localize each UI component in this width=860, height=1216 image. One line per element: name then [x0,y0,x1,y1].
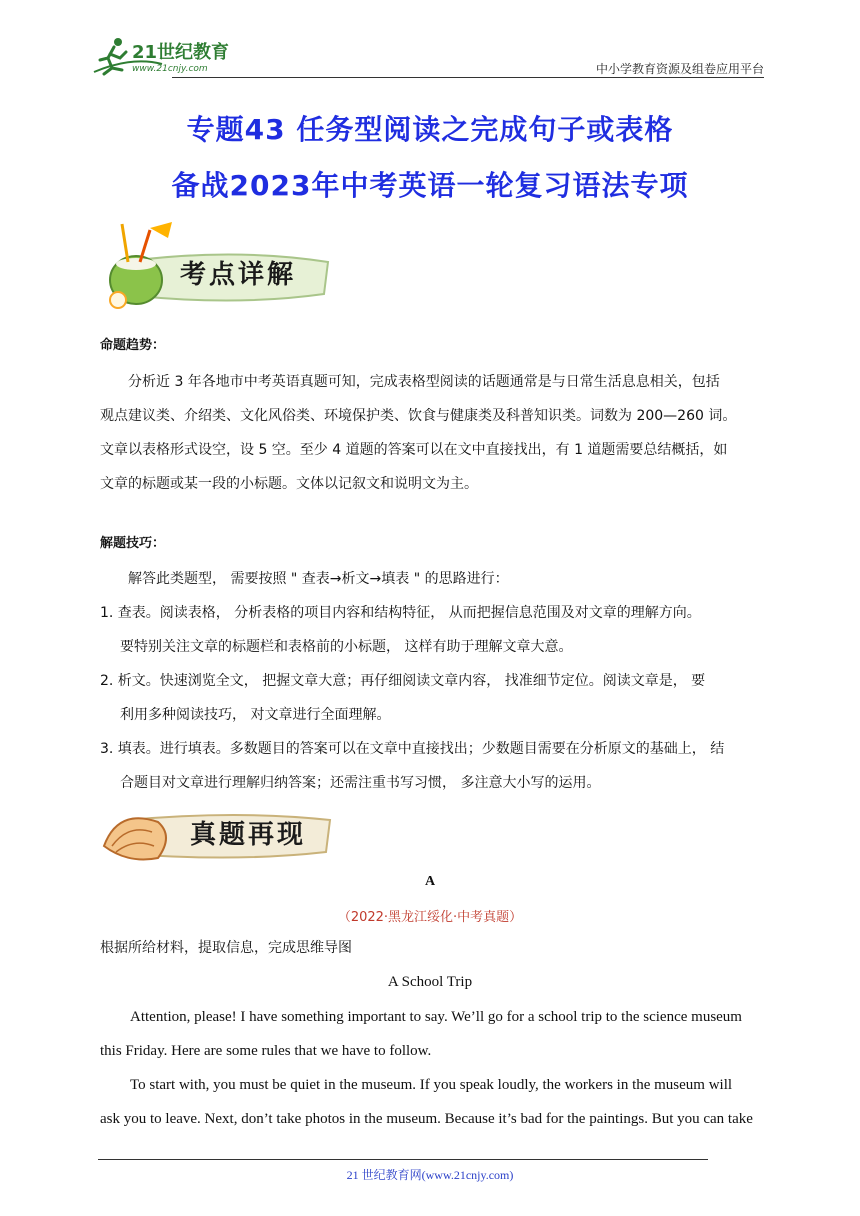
banner-title-key-points: 考点详解 [180,260,297,290]
tips-item-1: 1. 查表。阅读表格， 分析表格的项目内容和结构特征， 从而把握信息范围及对文章的理解方向。 要特别关注文章的标题栏和表格前的小标题， 这样有助于理解文章大意。 [100,605,701,655]
trend-paragraph [100,365,762,501]
title-line-1: 专题43 任务型阅读之完成句子或表格 [186,113,674,146]
tips-item-3: 3. 填表。进行填表。多数题目的答案可以在文章中直接找出；少数题目需要在分析原文的基础上， 结 合题目对文章进行理解归纳答案；还需注重书写习惯， 多注意大小写的运用。 [100,741,725,791]
passage-title: A School Trip [387,974,473,990]
platform-name: 中小学教育资源及组卷应用平台 [595,62,764,76]
site-logo [92,36,262,76]
logo-url: www.21cnjy.com [132,64,208,74]
section-banner-key-points [98,218,338,314]
header-divider [172,77,764,78]
passage-line: this Friday. Here are some rules that we have to follow. [100,1043,432,1059]
question-instruction: 根据所给材料，提取信息，完成思维导图 [100,940,352,956]
passage-line: ask you to leave. Next, don’t take photos in the museum. Because it’s bad for the paintings. But you can take [100,1111,753,1127]
trend-line: 分析近 3 年各地市中考英语真题可知，完成表格型阅读的话题通常是与日常生活息息相关，包括 [128,374,720,390]
section-banner-past-exams [98,802,338,868]
trend-line: 文章的标题或某一段的小标题。文体以记叙文和说明文为主。 [100,476,478,492]
title-line-2: 备战2023年中考英语一轮复习语法专项 [171,169,689,202]
tips-item-2: 2. 析文。快速浏览全文， 把握文章大意；再仔细阅读文章内容， 找准细节定位。阅读文章是， 要 利用多种阅读技巧， 对文章进行全面理解。 [100,673,706,723]
footer-divider [98,1159,708,1160]
trend-line: 观点建议类、介绍类、文化风俗类、环境保护类、饮食与健康类及科普知识类。词数为 200—260 词。 [100,408,737,424]
banner-title-past-exams: 真题再现 [190,820,307,850]
page-header [92,30,764,80]
passage-line: Attention, please! I have something important to say. We’ll go for a school trip to the science museum [130,1009,742,1025]
tips-intro: 解答此类题型， 需要按照 " 查表→析文→填表 " 的思路进行： [128,571,509,587]
footer-site: 21 世纪教育网(www.21cnjy.com) [346,1168,514,1182]
question-letter: A [424,874,436,889]
trend-line: 文章以表格形式设空，设 5 空。至少 4 道题的答案可以在文中直接找出，有 1 道题需要总结概括，如 [100,442,728,458]
passage-line: To start with, you must be quiet in the museum. If you speak loudly, the workers in the museum will [130,1077,733,1093]
logo-text: 21世纪教育 [132,42,230,63]
tips-label: 解题技巧： [100,536,166,551]
trend-label: 命题趋势： [100,338,166,353]
question-source: （2022·黑龙江绥化·中考真题） [337,910,523,925]
passage-body [100,1000,762,1136]
